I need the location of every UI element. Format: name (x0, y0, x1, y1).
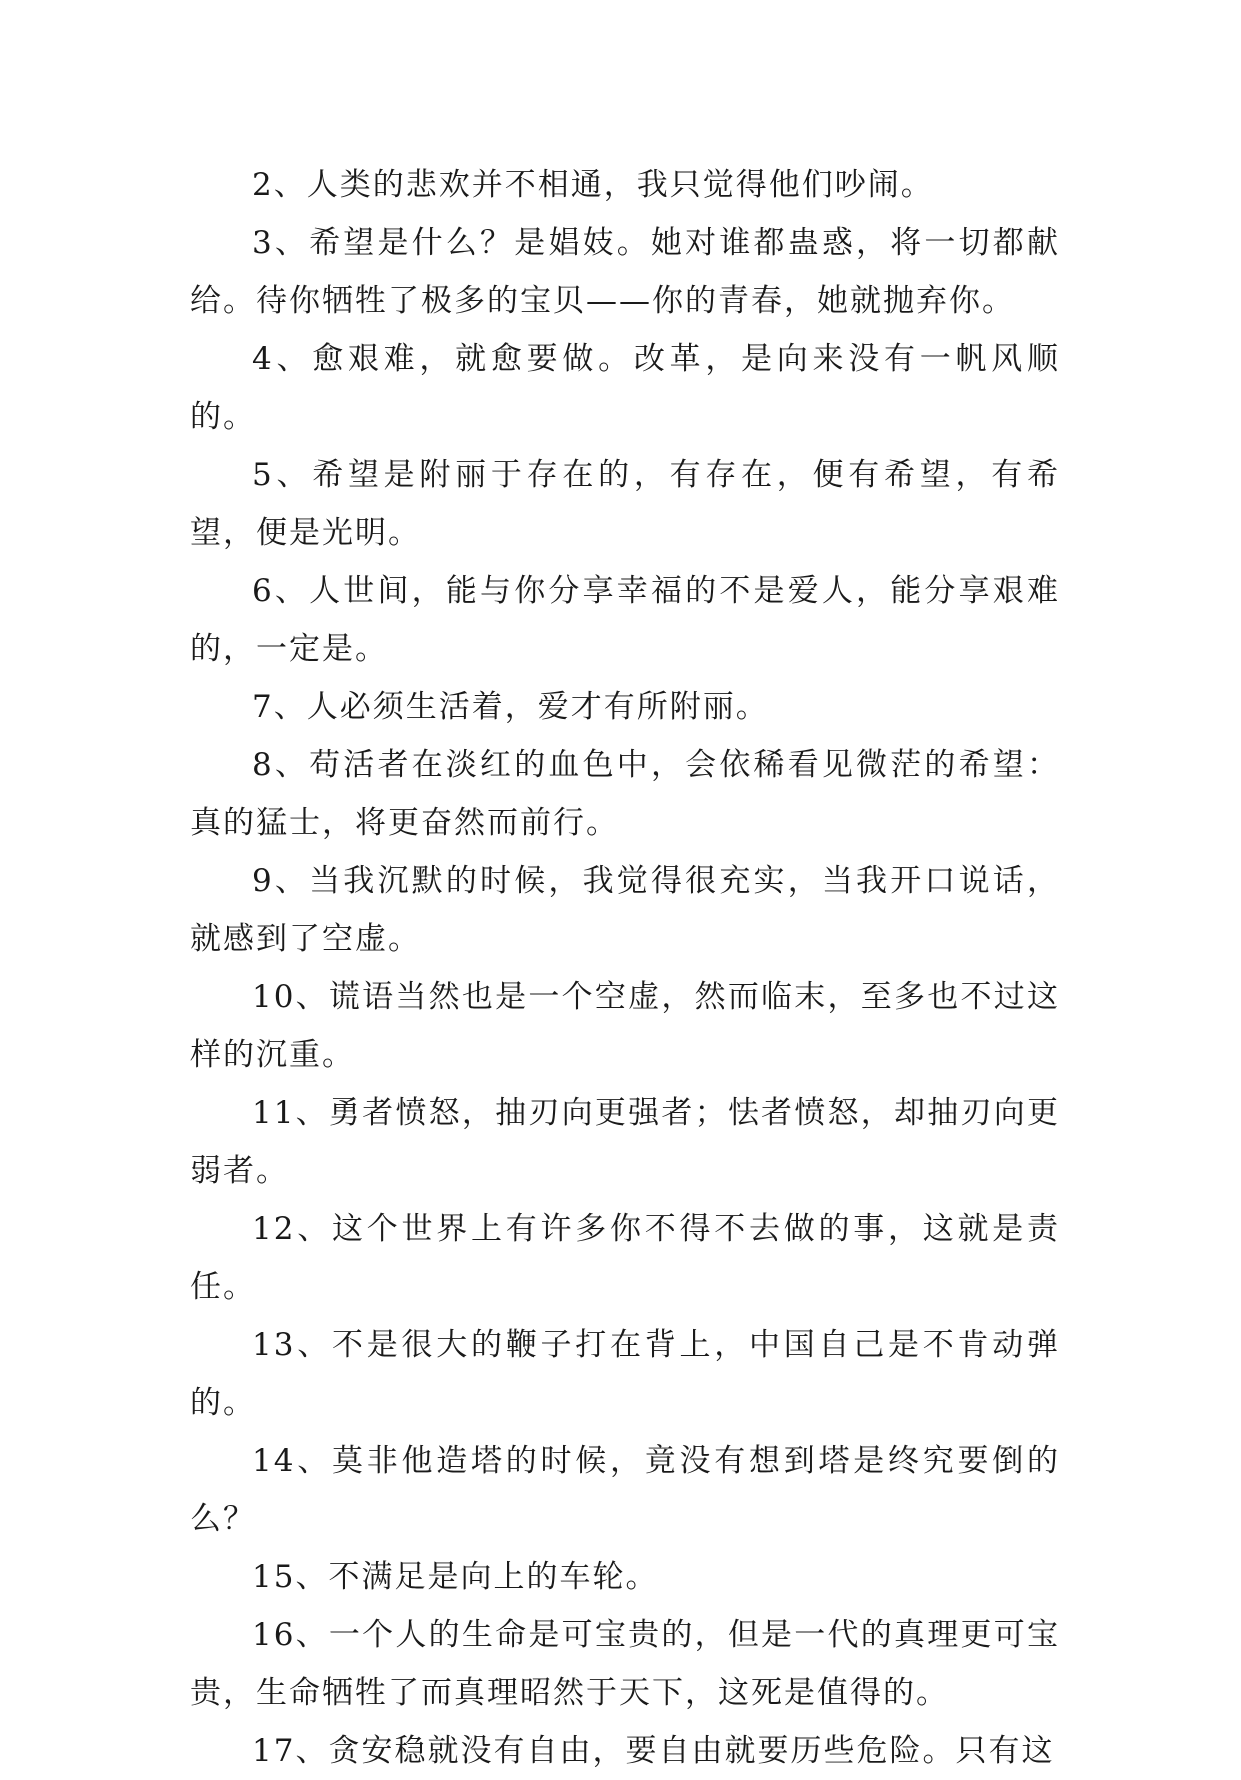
quote-paragraph-5: 5、希望是附丽于存在的，有存在，便有希望，有希望，便是光明。 (190, 457, 1060, 551)
quote-paragraph-14: 14、莫非他造塔的时候，竟没有想到塔是终究要倒的么？ (190, 1443, 1060, 1537)
quote-paragraph-12: 12、这个世界上有许多你不得不去做的事，这就是责任。 (190, 1211, 1060, 1305)
quote-paragraph-7: 7、人必须生活着，爱才有所附丽。 (252, 689, 769, 725)
quote-paragraph-13: 13、不是很大的鞭子打在背上，中国自己是不肯动弹的。 (190, 1327, 1060, 1421)
quote-paragraph-10: 10、谎语当然也是一个空虚，然而临末，至多也不过这样的沉重。 (190, 979, 1060, 1073)
quote-paragraph-2: 2、人类的悲欢并不相通，我只觉得他们吵闹。 (252, 167, 934, 203)
quote-paragraph-9: 9、当我沉默的时候，我觉得很充实，当我开口说话，就感到了空虚。 (190, 863, 1060, 957)
document-body (190, 156, 1060, 1780)
quote-paragraph-16: 16、一个人的生命是可宝贵的，但是一代的真理更可宝贵，生命牺牲了而真理昭然于天下，这死是值得的。 (190, 1617, 1060, 1711)
quote-paragraph-11: 11、勇者愤怒，抽刃向更强者；怯者愤怒，却抽刃向更弱者。 (190, 1095, 1060, 1189)
quote-paragraph-17: 17、贪安稳就没有自由，要自由就要历些危险。只有这 (252, 1733, 1055, 1769)
quote-paragraph-15: 15、不满足是向上的车轮。 (252, 1559, 659, 1595)
quote-paragraph-3: 3、希望是什么？是娼妓。她对谁都蛊惑，将一切都献给。待你牺牲了极多的宝贝——你的青春，她就抛弃你。 (190, 225, 1060, 319)
quote-paragraph-8: 8、苟活者在淡红的血色中，会依稀看见微茫的希望：真的猛士，将更奋然而前行。 (190, 747, 1060, 841)
quote-paragraph-6: 6、人世间，能与你分享幸福的不是爱人，能分享艰难的，一定是。 (190, 573, 1060, 667)
quote-paragraph-4: 4、愈艰难，就愈要做。改革，是向来没有一帆风顺的。 (190, 341, 1060, 435)
